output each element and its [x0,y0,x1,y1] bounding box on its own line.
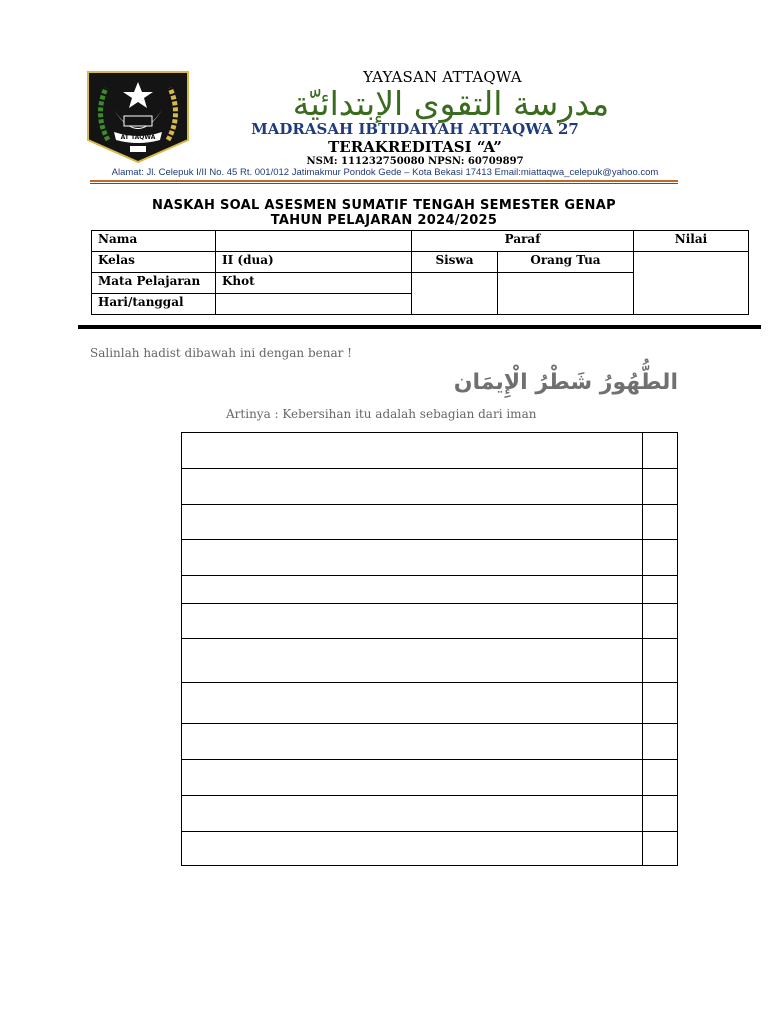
writing-line [182,603,677,604]
accreditation-status: TERAKREDITASI “A” [328,138,502,156]
hari-field[interactable] [216,294,412,315]
siswa-signature-field[interactable] [412,273,498,315]
hadith-meaning: Artinya : Kebersihan itu adalah sebagian dari iman [226,407,537,421]
nama-label: Nama [92,231,216,252]
school-name-latin: MADRASAH IBTIDAIYAH ATTAQWA 27 [251,120,579,138]
hari-label: Hari/tanggal [92,294,216,315]
writing-grid[interactable] [181,432,678,866]
logo-text: AT TAQWA [120,134,156,141]
nilai-label: Nilai [634,231,749,252]
hadith-arabic: الطُّهُورُ شَطْرُ الْإِيمَان [453,370,678,395]
writing-line [182,682,677,683]
school-name-arabic: مدرسة التقوى الإبتدائيّة [292,84,610,123]
mapel-label: Mata Pelajaran [92,273,216,294]
orang-tua-label: Orang Tua [498,252,634,273]
table-row [92,252,749,273]
kelas-label: Kelas [92,252,216,273]
instruction-text: Salinlah hadist dibawah ini dengan benar ! [90,346,352,360]
school-address: Alamat: Jl. Celepuk I/II No. 45 Rt. 001/012 Jatimakmur Pondok Gede – Kota Bekasi 17413 Email:miattaqwa_celepuk@yahoo.com [111,167,659,178]
writing-line [182,759,677,760]
student-info-table [91,230,749,315]
foundation-name: YAYASAN ATTAQWA [363,68,522,86]
siswa-label: Siswa [412,252,498,273]
nama-field[interactable] [216,231,412,252]
header-rule-secondary [90,183,678,184]
paraf-label: Paraf [412,231,634,252]
header-rule [90,180,678,182]
nilai-field[interactable] [634,252,749,315]
kelas-field[interactable]: II (dua) [216,252,412,273]
writing-line [182,723,677,724]
orang-tua-signature-field[interactable] [498,273,634,315]
exam-year: TAHUN PELAJARAN 2024/2025 [270,213,498,228]
school-logo [84,70,192,164]
logo-emblem-icon [84,70,192,164]
exam-title: NASKAH SOAL ASESMEN SUMATIF TENGAH SEMESTER GENAP [152,198,616,213]
writing-line [182,638,677,639]
writing-line [182,468,677,469]
writing-line [182,575,677,576]
writing-line [182,795,677,796]
school-identifiers: NSM: 111232750080 NPSN: 60709897 [306,156,524,167]
table-row [92,231,749,252]
grid-margin-divider [642,433,643,865]
writing-line [182,539,677,540]
section-divider [78,325,761,329]
writing-line [182,504,677,505]
writing-line [182,831,677,832]
mapel-field[interactable]: Khot [216,273,412,294]
